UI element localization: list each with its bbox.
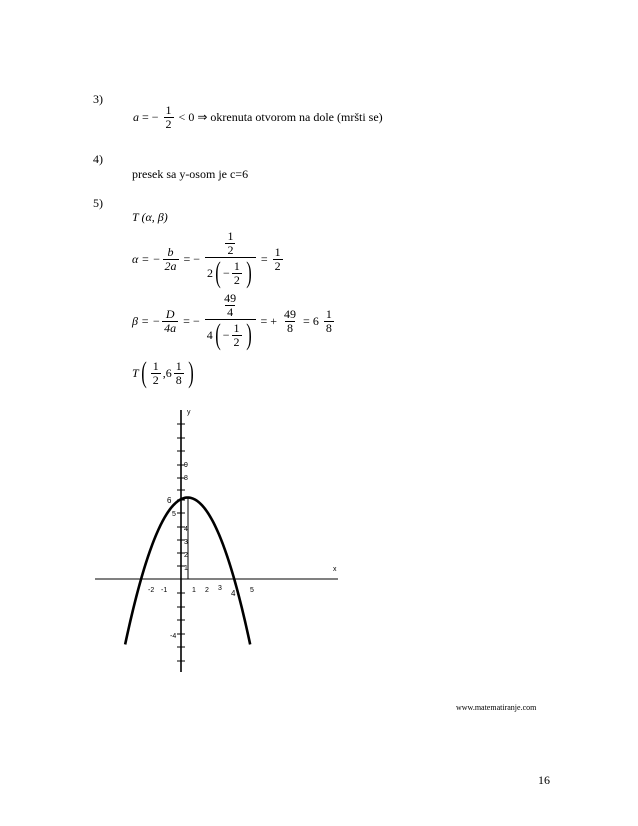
right-paren: ): [187, 356, 194, 389]
left-paren: (: [214, 318, 221, 351]
frac-num: D: [165, 306, 175, 321]
frac-num: 1: [274, 244, 281, 259]
equals-minus: = −: [142, 110, 159, 124]
beta-lhs: β = −: [132, 313, 161, 328]
right-paren: ): [245, 318, 252, 351]
frac-den: 2: [233, 334, 240, 349]
frac-den: 2a: [164, 258, 177, 273]
frac-den: 2: [233, 272, 240, 287]
equals-six: = 6: [303, 313, 319, 328]
y-tick-9: 9: [184, 462, 188, 469]
y-axis-label: y: [187, 409, 191, 416]
frac-num: 1: [227, 229, 234, 243]
alpha-lhs: α = −: [132, 251, 161, 266]
x-tick-5: 5: [250, 587, 254, 594]
frac-num: 1: [233, 320, 240, 335]
equals-plus: = +: [260, 313, 278, 328]
y-tick-2: 2: [184, 552, 188, 559]
frac-num: b: [167, 244, 174, 259]
left-paren: (: [140, 356, 147, 389]
y-tick-3: 3: [184, 539, 188, 546]
y-tick-neg4: -4: [170, 633, 177, 640]
y-tick-8: 8: [184, 475, 188, 482]
left-paren: (: [215, 256, 221, 289]
frac-den: 8: [175, 372, 182, 387]
den-minus: −: [223, 265, 230, 280]
less-than-implies: < 0 ⇒: [178, 110, 208, 124]
x-tick-3: 3: [218, 585, 222, 592]
page-number: 16: [538, 773, 550, 787]
frac-den: 2: [274, 258, 281, 273]
right-paren: ): [246, 256, 252, 289]
den-coef: 4: [206, 327, 213, 342]
section-number-4: 4): [93, 152, 103, 166]
vertex-comma-six: ,6: [162, 365, 172, 380]
frac-num: 1: [325, 306, 332, 321]
frac-den: 4a: [164, 320, 177, 335]
y-tick-6: 6: [167, 496, 172, 505]
vertex-T: T: [132, 365, 139, 380]
x-tick-neg1: -1: [161, 587, 168, 594]
y-tick-5: 5: [172, 511, 176, 518]
frac-den: 4: [227, 305, 234, 319]
x-tick-neg2: -2: [148, 587, 155, 594]
x-tick-4: 4: [231, 589, 236, 598]
frac-den: 8: [287, 320, 294, 335]
frac-num: 49: [284, 306, 297, 321]
frac-den: 2: [227, 243, 234, 257]
x-axis-label: x: [333, 566, 337, 573]
frac-den: 8: [325, 320, 332, 335]
frac-num: 1: [233, 258, 240, 273]
equals-minus: = −: [183, 251, 201, 266]
den-minus: −: [222, 327, 230, 342]
equals: =: [260, 251, 268, 266]
section-number-5: 5): [93, 196, 103, 210]
y-tick-4: 4: [184, 526, 188, 533]
frac-num: 1: [165, 103, 172, 117]
frac-num: 1: [152, 358, 159, 373]
x-tick-1: 1: [192, 587, 196, 594]
vertex-label: T (α, β): [132, 210, 168, 224]
equals-minus: = −: [183, 313, 200, 328]
section-3-text: okrenuta otvorom na dole (mršti se): [210, 110, 383, 124]
x-tick-2: 2: [205, 587, 209, 594]
frac-den: 2: [152, 372, 159, 387]
section-4-text: presek sa y-osom je c=6: [132, 167, 249, 181]
frac-den: 2: [165, 117, 172, 131]
y-tick-1: 1: [184, 565, 188, 572]
frac-num: 1: [175, 358, 182, 373]
var-a: a: [133, 110, 139, 124]
den-coef: 2: [207, 265, 214, 280]
section-number-3: 3): [93, 92, 103, 106]
frac-num: 49: [224, 291, 237, 305]
website-url[interactable]: www.matematiranje.com: [456, 703, 537, 712]
